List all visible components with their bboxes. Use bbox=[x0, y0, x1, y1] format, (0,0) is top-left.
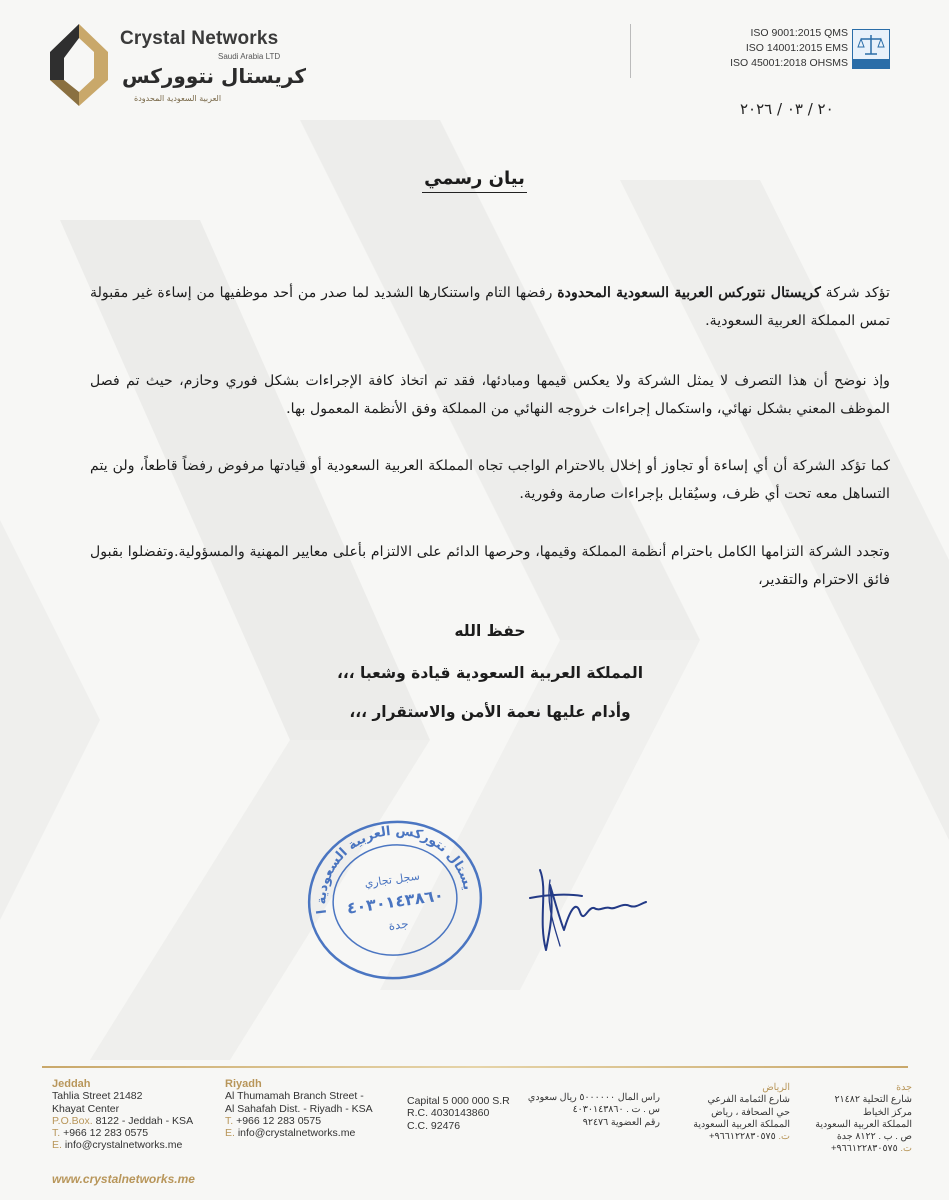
footer-line: رقم العضوية ٩٢٤٧٦ bbox=[582, 1116, 660, 1128]
footer-jeddah-address bbox=[52, 1078, 193, 1152]
company-stamp bbox=[300, 815, 490, 985]
footer-email bbox=[225, 1127, 373, 1139]
paragraph-1-post: رفضها التام واستنكارها الشديد لما صدر من أحد موظفيها من إساءة غير مقبولة تمس المملكة العربية السعودية. bbox=[90, 285, 890, 329]
paragraph-3: كما تؤكد الشركة أن أي إساءة أو تجاوز أو إخلال بالاحترام الواجب تجاه المملكة العربية السعودية أو قيادتها مرفوض رفضاً قاطعاً، ولن يتم التساهل معه تحت أي ظرف، وسيُقابل بإجراءات صارمة وفورية. bbox=[90, 458, 890, 502]
closing-line-3: وأدام عليها نعمة الأمن والاستقرار ،،، bbox=[349, 703, 631, 721]
footer-city-riyadh-ar: الرياض bbox=[762, 1082, 790, 1093]
paragraph-4: وتجدد الشركة التزامها الكامل باحترام أنظمة المملكة وقيمها، وحرصها الدائم على الالتزام بأعلى معايير المهنية والمسؤولية.وتفضلوا بقبول فائق الاحترام والتقدير، bbox=[90, 544, 890, 588]
pobox-value: 8122 - Jeddah - KSA bbox=[92, 1114, 194, 1127]
tel-label: ت. bbox=[900, 1143, 912, 1155]
footer-email bbox=[52, 1139, 193, 1151]
footer-line: المملكة العربية السعودية bbox=[693, 1118, 790, 1130]
email-value: info@crystalnetworks.me bbox=[61, 1139, 183, 1152]
closing-line-1: حفظ الله bbox=[454, 622, 526, 640]
footer-divider bbox=[42, 1066, 908, 1068]
footer-tel bbox=[225, 1115, 373, 1127]
stamp-number: ٤٠٣٠١٤٣٨٦٠ bbox=[345, 885, 445, 918]
tel-value: +966 12 283 0575 bbox=[233, 1114, 322, 1127]
footer-line: Al Thumamah Branch Street - bbox=[225, 1090, 364, 1103]
email-label: E. bbox=[52, 1139, 62, 1152]
footer-capital bbox=[407, 1095, 510, 1132]
iso-certifications bbox=[700, 26, 900, 78]
footer-line: شارع التحلية ٢١٤٨٢ bbox=[834, 1094, 912, 1106]
footer-riyadh-address bbox=[225, 1078, 373, 1139]
footer-line: R.C. 4030143860 bbox=[407, 1107, 490, 1120]
footer-line: ص . ب . ٨١٢٢ جدة bbox=[836, 1131, 912, 1143]
logo-arabic-subtitle: العربية السعودية المحدودة bbox=[134, 94, 222, 103]
signature bbox=[520, 850, 650, 960]
pobox-label: P.O.Box. bbox=[52, 1114, 93, 1127]
tel-value: ٩٦٦١٢٢٨٣٠٥٧٥+ bbox=[830, 1143, 898, 1155]
footer-line: Khayat Center bbox=[52, 1102, 120, 1115]
footer-jeddah-arabic bbox=[800, 1082, 912, 1156]
footer-pobox bbox=[52, 1115, 193, 1127]
footer-line: Al Sahafah Dist. - Riyadh - KSA bbox=[225, 1102, 373, 1115]
footer-line: راس المال ٥٠٠٠٠٠٠ ريال سعودي bbox=[527, 1092, 660, 1103]
certification-badge-icon bbox=[852, 29, 890, 69]
email-label: E. bbox=[225, 1127, 235, 1140]
footer-line: Tahlia Street 21482 bbox=[52, 1090, 143, 1103]
stamp-ring-text: كريستال نتوركس العربية السعودية المحدودة bbox=[314, 823, 476, 915]
document-title bbox=[0, 168, 949, 189]
tel-value: +966 12 283 0575 bbox=[60, 1127, 149, 1140]
iso-line: ISO 9001:2015 QMS bbox=[750, 27, 848, 39]
logo-arabic-name: كريستال نتووركس bbox=[122, 64, 306, 88]
closing-line-2: المملكة العربية السعودية قيادة وشعبا ،،، bbox=[336, 664, 644, 682]
website-link[interactable]: www.crystalnetworks.me bbox=[52, 1172, 195, 1186]
footer-line: مركز الخياط bbox=[863, 1106, 912, 1118]
paragraph-1-pre: تؤكد شركة bbox=[820, 285, 890, 301]
company-logo bbox=[48, 18, 306, 113]
logo-english-subtitle: Saudi Arabia LTD bbox=[218, 52, 281, 61]
logo-english-name: Crystal Networks bbox=[120, 28, 279, 49]
footer-line: حي الصحافة ، رياض bbox=[711, 1106, 790, 1118]
footer-tel-ar bbox=[800, 1143, 912, 1155]
stamp-city: جدة bbox=[387, 916, 410, 934]
paragraph-1 bbox=[90, 279, 890, 335]
footer-tel-ar bbox=[668, 1131, 790, 1143]
footer-line: شارع الثمامة الفرعي bbox=[707, 1094, 790, 1106]
footer-line: المملكة العربية السعودية bbox=[815, 1118, 912, 1130]
paragraph-2: وإذ نوضح أن هذا التصرف لا يمثل الشركة ولا يعكس قيمها ومبادئها، فقد تم اتخاذ كافة الإجراءات بشكل فوري وحازم، حيث تم فصل الموظف المعني بشكل نهائي، واستكمال إجراءات خروجه النهائي من المملكة وفق الأنظمة المعمول بها. bbox=[90, 373, 890, 417]
document-date: ٢٠ / ٠٣ / ٢٠٢٦ bbox=[740, 100, 834, 118]
title-text: بيان رسمي bbox=[422, 168, 527, 193]
footer-tel bbox=[52, 1127, 193, 1139]
footer-line: C.C. 92476 bbox=[407, 1119, 461, 1132]
footer-capital-arabic bbox=[527, 1092, 660, 1129]
tel-label: T. bbox=[52, 1127, 61, 1140]
footer-line: Capital 5 000 000 S.R bbox=[407, 1095, 510, 1107]
footer-city-jeddah: Jeddah bbox=[52, 1078, 91, 1090]
tel-value: ٩٦٦١٢٢٨٣٠٥٧٥+ bbox=[708, 1131, 776, 1143]
company-name: كريستال نتوركس العربية السعودية المحدودة bbox=[557, 285, 821, 301]
footer-riyadh-arabic bbox=[668, 1082, 790, 1143]
crystal-logo-icon bbox=[48, 22, 110, 108]
iso-line: ISO 45001:2018 OHSMS bbox=[730, 57, 848, 69]
email-value: info@crystalnetworks.me bbox=[234, 1127, 356, 1140]
tel-label: T. bbox=[225, 1114, 234, 1127]
footer-city-riyadh: Riyadh bbox=[225, 1078, 262, 1090]
iso-line: ISO 14001:2015 EMS bbox=[745, 42, 848, 54]
footer-city-jeddah-ar: جدة bbox=[896, 1082, 912, 1093]
tel-label: ت. bbox=[778, 1131, 790, 1143]
header-divider bbox=[630, 24, 631, 78]
footer-line: س . ت . ٤٠٣٠١٤٣٨٦٠ bbox=[572, 1104, 660, 1116]
stamp-label: سجل تجاري bbox=[363, 869, 421, 891]
